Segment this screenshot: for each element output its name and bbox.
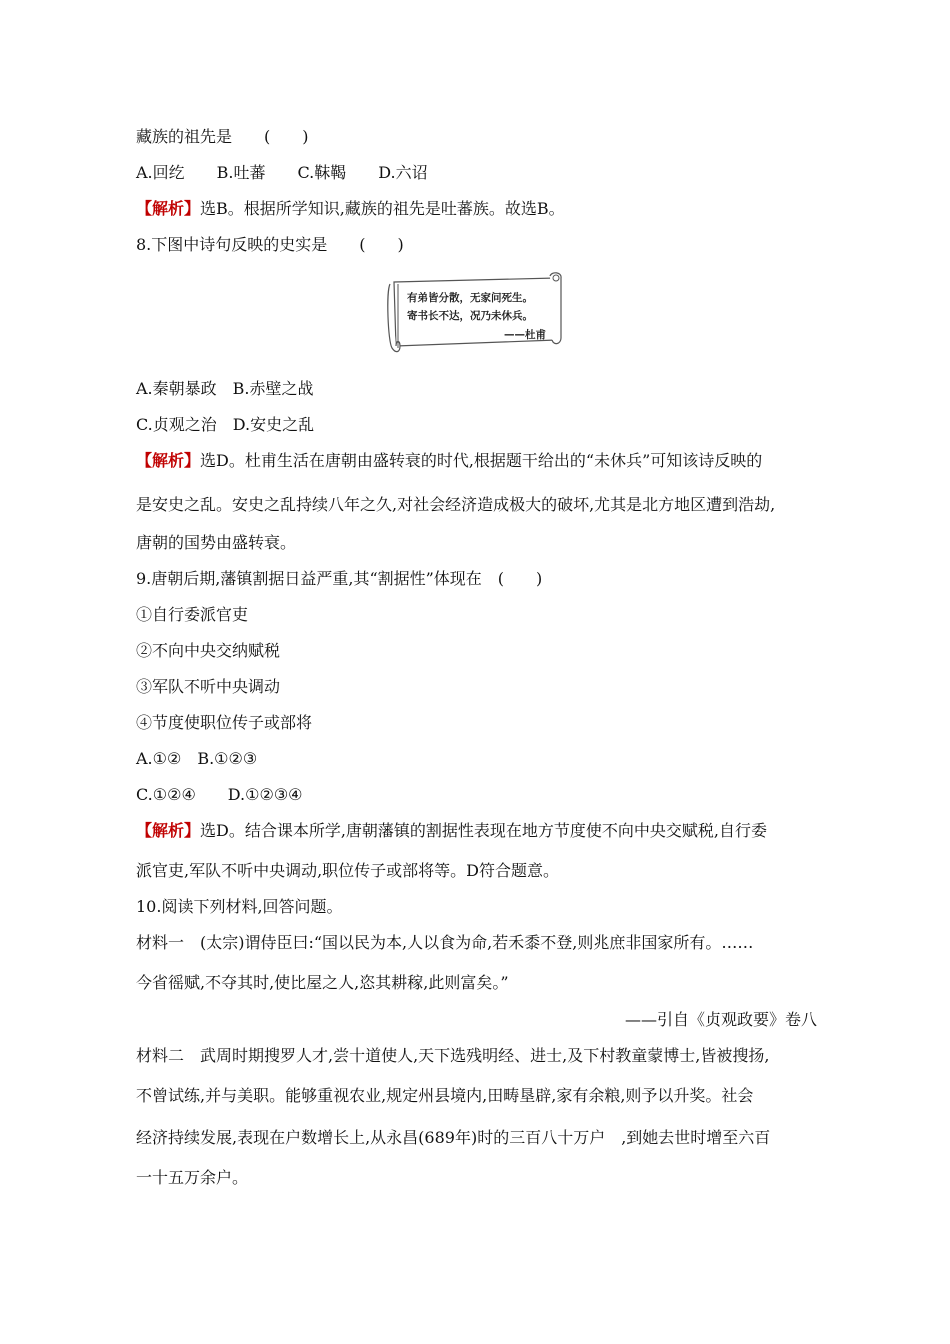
q8-options-row1: A.秦朝暴政 B.赤壁之战: [136, 379, 314, 398]
q9-analysis: [136, 821, 767, 841]
q8-analysis-text-1: 选D。杜甫生活在唐朝由盛转衰的时代,根据题干给出的“未休兵”可知该诗反映的: [200, 451, 763, 470]
q7-analysis-text: 选B。根据所学知识,藏族的祖先是吐蕃族。故选B。: [200, 199, 565, 218]
q9-item-2: ②不向中央交纳赋税: [136, 641, 281, 660]
q10-stem: 10.阅读下列材料,回答问题。: [136, 897, 343, 916]
q10-material-1-line-1: 材料一 (太宗)谓侍臣曰:“国以民为本,人以食为命,若禾黍不登,则兆庶非国家所有。……: [136, 933, 754, 952]
q9-item-3: ③军队不听中央调动: [136, 677, 281, 696]
q8-stem: 8.下图中诗句反映的史实是 ( ): [136, 235, 404, 254]
analysis-tag: 【解析】: [136, 199, 201, 218]
q9-item-4: ④节度使职位传子或部将: [136, 713, 313, 732]
q10-material-1-line-2: 今省徭赋,不夺其时,使比屋之人,恣其耕稼,此则富矣。”: [136, 973, 509, 992]
q10-material-2-line-2: 不曾试练,并与美职。能够重视农业,规定州县境内,田畴垦辟,家有余粮,则予以升奖。社会: [136, 1086, 754, 1105]
q7-analysis: [136, 199, 565, 219]
q9-options-row2: C.①②④ D.①②③④: [136, 785, 303, 804]
q9-item-1: ①自行委派官吏: [136, 605, 249, 624]
poem-line-2: 寄书长不达，况乃未休兵。: [407, 310, 533, 322]
poem-scroll-image: [386, 272, 564, 356]
q9-options-row1: A.①② B.①②③: [136, 749, 258, 768]
q9-stem: 9.唐朝后期,藩镇割据日益严重,其“割据性”体现在 ( ): [136, 569, 543, 588]
q10-material-2-line-4: 一十五万余户。: [136, 1168, 249, 1187]
analysis-tag: 【解析】: [136, 821, 201, 840]
analysis-tag: 【解析】: [136, 451, 201, 470]
q9-analysis-text-2: 派官吏,军队不听中央调动,职位传子或部将等。D符合题意。: [136, 861, 560, 880]
q7-options: A.回纥 B.吐蕃 C.靺鞨 D.六诏: [136, 163, 428, 182]
q10-material-1-source: ——引自《贞观政要》卷八: [624, 1010, 817, 1029]
poem-author: ——杜甫: [504, 329, 546, 341]
q8-analysis: [136, 451, 762, 471]
q8-options-row2: C.贞观之治 D.安史之乱: [136, 415, 315, 434]
q8-analysis-text-2: 是安史之乱。安史之乱持续八年之久,对社会经济造成极大的破坏,尤其是北方地区遭到浩劫,: [136, 495, 776, 514]
q8-analysis-text-3: 唐朝的国势由盛转衰。: [136, 533, 297, 552]
q7-stem: 藏族的祖先是 ( ): [136, 127, 309, 146]
q9-analysis-text-1: 选D。结合课本所学,唐朝藩镇的割据性表现在地方节度使不向中央交赋税,自行委: [200, 821, 768, 840]
q10-material-2-line-3: 经济持续发展,表现在户数增长上,从永昌(689年)时的三百八十万户 ,到她去世时增至六百: [136, 1128, 771, 1147]
q10-material-2-line-1: 材料二 武周时期搜罗人才,尝十道使人,天下选残明经、进士,及下村教童蒙博士,皆被搜扬,: [136, 1046, 770, 1065]
poem-line-1: 有弟皆分散，无家问死生。: [407, 292, 533, 304]
